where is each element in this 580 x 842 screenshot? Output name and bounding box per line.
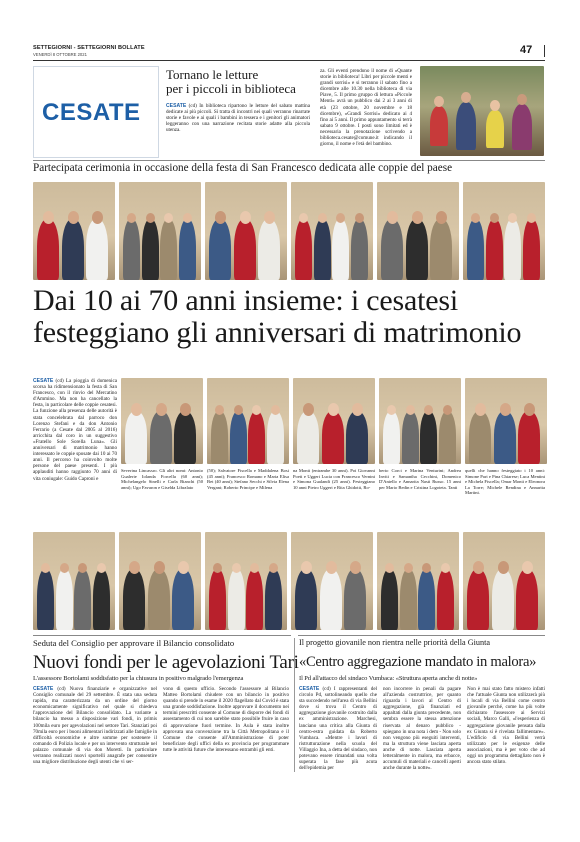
top-article-tag: CESATE: [166, 103, 187, 109]
main-title-line2: festeggiano gli anniversari di matrimonio: [33, 316, 522, 349]
photo: [119, 532, 201, 630]
photo: [465, 378, 547, 464]
section-label: CESATE: [42, 99, 141, 126]
photo: [33, 182, 115, 280]
left-article-kicker: Seduta del Consiglio per approvare il Bilancio consolidato: [33, 638, 235, 648]
main-title: [33, 285, 548, 349]
left-article-subtitle: L'assessore Bortolami soddisfatto per la chiusura in positivo malgrado l'emergenza: [33, 675, 244, 682]
photo: [377, 532, 459, 630]
right-article-col1: CESATE (cd) I rappresentanti del circolo Pd, sottolineando quello che sta succedendo nell'area di via Bellini dove si trova il Centro di aggregazione giovanile costruito dalla ex amministrazione. Marchesi, lanciano una critica alla Giunta di centro-estra guidata da Roberto Vumbaca. «Mentre i lavori di ristrutturazione nella scuola del Villaggio Ina, a detta del sindaco, non potevano essere rimandati una volta superata la fase più acuta dell'epidemia per: [299, 686, 377, 772]
main-title-line1: Dai 10 ai 70 anni insieme: i cesatesi: [33, 284, 458, 317]
photo: [205, 532, 287, 630]
left-article-col2: vono di questo ufficio. Secondo l'assessore al Bilancio Matteo Bortolami chiudere con un bilancio in positivo quando si prende in esame il 2020 flagellato dal Covid è stata una grande soddisfazione. Inoltre approvare il documento nei termini prescritti consente al Comune di disporre dei fondi di assestamento di cui non sarebbe stato possibile fruire in caso di approvazione fuori termine. In Aula è stata inoltre approvata una convenzione tra la Città Metropolitana e il Comune che consente all'Amministrazione di poter beneficiare degli uffici della ex provincia per programmare tutte le attività future che interessano entrambi gli enti.: [163, 686, 289, 753]
photo: [33, 532, 115, 630]
page-number: 47: [520, 44, 533, 56]
photo: [291, 182, 373, 280]
photo: [121, 378, 203, 464]
library-photo: [420, 66, 544, 156]
top-article-col2: [320, 68, 412, 154]
right-article-col3: Non è mai stato fatto mistero infatti che l'attuale Giunta non utilizzerà più i locali di via Bellini come centro giovanile perché, come ha più volte dichiarato l'assessore ai Servizi sociali, Marco Galli, «l'esperienza di aggregazione giovanile pensata dalla ex Giunta si è rivelata fallimentare». L'edificio di via Bellini verrà utilizzato per le esigenze delle associazioni, ma è per voto che ad oggi un programma dettagliato non è ancora stato stilato.: [467, 686, 545, 766]
caption-2: (50); Salvatore Fiscella e Maddalena Bosi (45 anni); Francesco Romano e Maria Elisa Bet (40 anni); Stefano Secchi e Silvia Elena Vergani; Roberto Principe e Milena: [207, 468, 289, 490]
main-article-intro: [33, 378, 117, 528]
top-article-text2: za. Gli eventi prendono il nome di «Quante storie in biblioteca! Libri per piccole menti e grandi sorrisi» e si terranno il sabato fino a dicembre alle 10.30 nella biblioteca di via Piave, 5. Il primo gruppo di lettura «Piccole Menti» avrà un pubblico dai 2 ai 3 anni di età (23 ottobre, 20 novembre e 18 dicembre), «Grandi Sorrisi» dedicato ai 4 fino ai 5 anni. Il primo appuntamento si terrà sabato 9 ottobre. I posti sono limitati ed è necessaria la prenotazione scrivendo a biblioteca.cesate@comune.it indicando il giorno, il nome e l'età del bambino.: [320, 68, 412, 148]
photo: [377, 182, 459, 280]
photo: [291, 532, 373, 630]
right-article-kicker: Il progetto giovanile non rientra nelle priorità della Giunta: [299, 638, 490, 647]
left-article-title: Nuovi fondi per le agevolazioni Tari: [33, 652, 299, 673]
left-article-rule: [33, 635, 291, 636]
left-article-tag: CESATE: [33, 686, 54, 692]
right-article-col2: non incorrere in penali da pagare all'azienda costruttrice, per quanto riguarda i lavori al Centro di aggregazione, già finanziati ed appaltati dalla giunta precedente, non sembra essere la stessa attenzione riservata al denaro pubblico - spiegano in una nota i dem - Non solo non vengono più eseguiti interventi, ma la struttura viene lasciata aperta anche di notte. Lasciata aperta letteralmente in malora, ma erbacce, accumuli di materiali e cancelli aperti anche durante la notte».: [383, 686, 461, 772]
photo: [463, 532, 545, 630]
photo: [293, 378, 375, 464]
caption-4: berto Corci e Marina Venturini; Andrea Inviti e Samantha Cecchini, Domenico D'Aniello e Annarita Nasti Russo. 15 anni per Mario Bedin e Cristina Logoteta. Tanti: [379, 468, 461, 490]
top-article-col1: [166, 103, 310, 153]
right-article-tag: CESATE: [299, 686, 320, 692]
main-article-tag: CESATE: [33, 378, 54, 384]
top-article-title: [166, 68, 326, 96]
caption-5: quelli che hanno festeggiato i 10 anni: Simone Pari e Pina Chiarese; Luca Mentini e Michela Fiscella; Omar Monti e Eleonora La Torre; Michele Rendina e Annarita Martini.: [465, 468, 545, 495]
column-divider: [294, 638, 295, 772]
photo: [207, 378, 289, 464]
right-article-subtitle: Il Pd all'attacco del sindaco Vumbaca: «Struttura aperta anche di notte»: [299, 675, 478, 682]
header-rule: [33, 60, 545, 61]
section-label-box: [33, 66, 159, 158]
publication-name: SETTEGIORNI - SETTEGIORNI BOLLATE: [33, 45, 145, 51]
main-article-intro-text: (cd) La pioggia di domenica scorsa ha ridimensionato la festa di San Francesco, con il rinvio del Mercatino d'Ammino. Ma non ha cancellato la festa, in particolare delle coppie cesatesi. La funzione alla presenza delle autorità è stata concelebrata dal parroco don Lorenzo Stefani e da don Antonio Ferrario (a Cesate dal 2005 al 2016) arricchita dal coro in un suggestivo «Fratello Sole Sorella Luna». Gli anniversari di matrimonio hanno interessato le coppie sposate dai 10 ai 70 anni. Il percorso ha coinvolto molte persone del paese presenti. I più applauditi hanno raggiunto 70 anni di vita coniugale: Guido Caproni e: [33, 378, 117, 482]
photo: [119, 182, 201, 280]
photo: [379, 378, 461, 464]
banner-headline: Partecipata cerimonia in occasione della festa di San Francesco dedicata alle coppie del paese: [33, 162, 453, 174]
publication-date: VENERDÌ 8 OTTOBRE 2021: [33, 52, 87, 57]
right-article-rule: [298, 635, 545, 636]
top-article-title-line1: Tornano le letture: [166, 67, 259, 82]
caption-3: na Monti (entrambe 30 anni). Poi Giovanni Poeti e Uggeri Lucia con Francesco Vernini e Simona Gualandi (25 anni). Festeggiano 10 anni Pietro Uggeri e Rita Ghidotti, Ro-: [293, 468, 375, 490]
right-article-title: «Centro aggregazione mandato in malora»: [299, 654, 537, 670]
banner-rule-top: [33, 160, 545, 161]
top-article-title-line2: per i piccoli in biblioteca: [166, 81, 296, 96]
photo: [463, 182, 545, 280]
caption-1: Severina Lincassro. Gli altri nomi: Antonio Gualerie Iolanda Forcella (60 anni); Michelangelo Sinelli e Carla Bianchi (50 anni); Ugo Favaron e Giselda Libralato: [121, 468, 203, 490]
left-article-col1: CESATE (cd) Nuova finanziarie e organizzative nel Consiglio comunale del 29 settembre. È stata una seduta rapida, ma caratterizzata da un ordine del giorno economicamente significativo nel quale si chiedeva l'approvazione del Bilancio consolidato. La variante a bilancio ha messo a disposizione vari fondi, in primis 100mila euro per agevolazioni nel settore Tari. Stanziati poi 70mila euro per i buoni alimentari indirizzati alle famiglie in difficoltà economiche e altre somme per sostenere il comando di Polizia locale e per un intervento strutturale nel palazzo comunale di via don Moretti. In particolare verranno realizzati nuovi sportelli anagrafe per consentire una migliore distribuzione degli utenti che vi ser-: [33, 686, 157, 766]
header-divider-tick: [544, 45, 545, 57]
top-article-text1: (cd) In biblioteca ripartono le letture del sabato mattina dedicate ai più piccoli. Si tratta di incontri nei quali verranno rinarrate storie e favole e ai quali i bambini in tessera e i genitori gli animatori leggeranno con una narrazione recitata storie adatte alla piccola utenza.: [166, 103, 310, 134]
photo: [205, 182, 287, 280]
